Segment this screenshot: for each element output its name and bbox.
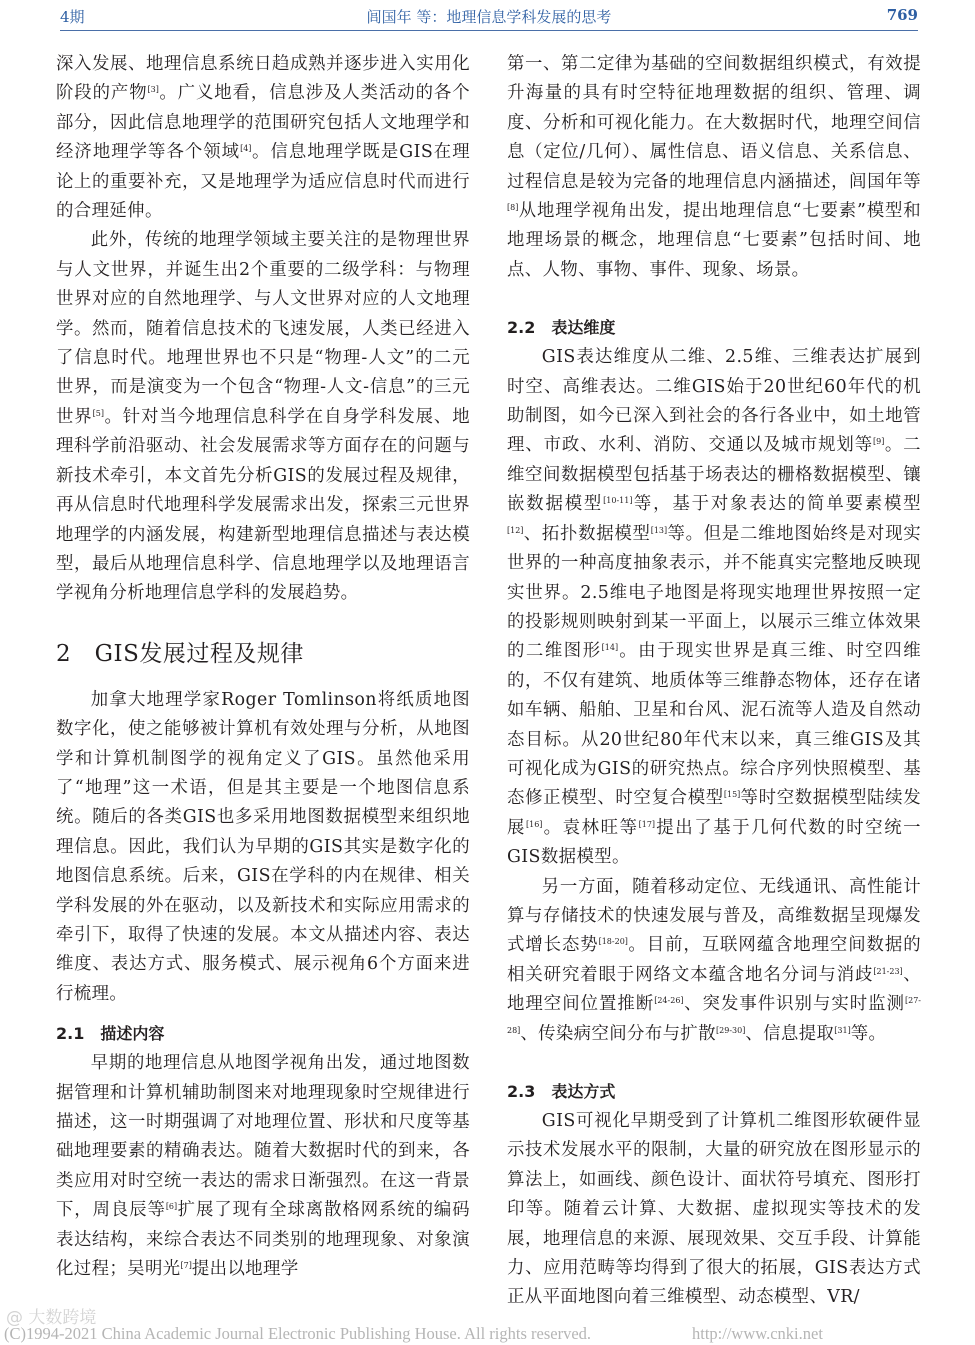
paragraph: 另一方面，随着移动定位、无线通讯、高性能计算与存储技术的快速发展与普及，高维数据呈现爆发式增长态势[18-20]。目前，互联网蕴含地理空间数据的相关研究着眼于网络文本蕴含地名分词与消歧[21-23]、地理空间位置推断[24-26]、突发事件识别与实时监测[27-28]、传染病空间分布与扩散[29-30]、信息提取[31]等。 bbox=[507, 876, 921, 1044]
citation[interactable]: [14] bbox=[601, 643, 619, 653]
citation[interactable]: [5] bbox=[92, 408, 104, 418]
running-title: 闾国年 等：地理信息学科发展的思考 bbox=[366, 8, 612, 26]
citation[interactable]: [10-11] bbox=[603, 496, 633, 506]
citation[interactable]: [21-23] bbox=[873, 966, 903, 976]
paragraph: 深入发展、地理信息系统日趋成熟并逐步进入实用化阶段的产物[3]。广义地看，信息涉及人类活动的各个部分，因此信息地理学的范围研究包括人文地理学和经济地理学等各个领域[4]。信息地理学既是GIS在理论上的重要补充，又是地理学为适应信息时代而进行的合理延伸。 bbox=[56, 54, 470, 222]
page-number: 769 bbox=[886, 6, 918, 24]
citation[interactable]: [12] bbox=[507, 525, 524, 535]
paragraph: 第一、第二定律为基础的空间数据组织模式，有效提升海量的具有时空特征地理数据的组织、管理、调度、分析和可视化能力。在大数据时代，地理空间信息（定位/几何）、属性信息、语义信息、关系信息、过程信息是较为完备的地理信息内涵描述，闾国年等[8]从地理学视角出发，提出地理信息“七要素”模型和地理场景的概念，地理信息“七要素”包括时间、地点、人物、事物、事件、现象、场景。 bbox=[507, 54, 921, 280]
citation[interactable]: [13] bbox=[650, 525, 668, 535]
paragraph: GIS表达维度从二维、2.5维、三维表达扩展到时空、高维表达。二维GIS始于20世纪60年代的机助制图，如今已深入到社会的各行各业中，如土地管理、市政、水利、消防、交通以及城市规划等[9]。二维空间数据模型包括基于场表达的栅格数据模型、镶嵌数据模型[10-11]等，基于对象表达的简单要素模型[12]、拓扑数据模型[13]等。但是二维地图始终是对现实世界的一种高度抽象表示，并不能真实完整地反映现实世界。2.5维电子地图是将现实地理世界按照一定的投影规则映射到某一平面上，以展示三维立体效果的二维图形[14]。由于现实世界是真三维、时空四维的，不仅有建筑、地质体等三维静态物体，还存在诸如车辆、船舶、卫星和台风、泥石流等人造及自然动态目标。从20世纪80年代末以来，真三维GIS及其可视化成为GIS的研究热点。综合序列快照模型、基态修正模型、时空复合模型[15]等时空数据模型陆续发展[16]。袁林旺等[17]提出了基于几何代数的时空统一GIS数据模型。 bbox=[507, 347, 921, 868]
citation[interactable]: [9] bbox=[873, 437, 885, 447]
subsection-heading: 2.3 表达方式 bbox=[507, 1082, 616, 1101]
copyright-notice: (C)1994-2021 China Academic Journal Electronic Publishing House. All rights reserved. bbox=[4, 1324, 592, 1343]
citation[interactable]: [27-28] bbox=[507, 996, 921, 1035]
citation[interactable]: [15] bbox=[723, 790, 741, 800]
citation[interactable]: [18-20] bbox=[598, 937, 628, 947]
footer bbox=[0, 1322, 975, 1345]
paragraph: 加拿大地理学家Roger Tomlinson将纸质地图数字化，使之能够被计算机有效处理与分析，从地图学和计算机制图学的视角定义了GIS。虽然他采用了“地理”这一术语，但是其主要是一个地图信息系统。随后的各类GIS也多采用地图数据模型来组织地理信息。因此，我们认为早期的GIS其实是数字化的地图信息系统。后来，GIS在学科的内在规律、相关学科发展的外在驱动，以及新技术和实际应用需求的牵引下，取得了快速的发展。本文从描述内容、表达维度、表达方式、服务模式、展示视角6个方面来进行梳理。 bbox=[56, 689, 470, 1004]
citation[interactable]: [17] bbox=[638, 819, 656, 829]
paragraph: 早期的地理信息从地图学视角出发，通过地图数据管理和计算机辅助制图来对地理现象时空规律进行描述，这一时期强调了对地理位置、形状和尺度等基础地理要素的精确表达。随着大数据时代的到来，各类应用对时空统一表达的需求日渐强烈。在这一背景下，周良辰等[6]扩展了现有全球离散格网系统的编码表达结构，来综合表达不同类别的地理现象、对象演化过程；吴明光[7]提出以地理学 bbox=[56, 1053, 470, 1280]
citation[interactable]: [8] bbox=[507, 203, 519, 213]
paragraph: GIS可视化早期受到了计算机二维图形软硬件显示技术发展水平的限制，大量的研究放在图形显示的算法上，如画线、颜色设计、面状符号填充、图形打印等。随着云计算、大数据、虚拟现实等技术的发展，地理信息的来源、展现效果、交互手段、计算能力、应用范畴等均得到了很大的拓展，GIS表达方式正从平面地图向着三维模型、动态模型、VR/ bbox=[507, 1111, 921, 1308]
right-column bbox=[507, 50, 921, 1313]
citation[interactable]: [6] bbox=[165, 1202, 178, 1212]
running-header bbox=[60, 0, 918, 31]
citation[interactable]: [24-26] bbox=[654, 996, 684, 1006]
citation[interactable]: [31] bbox=[834, 1025, 851, 1035]
citation[interactable]: [4] bbox=[240, 144, 252, 154]
watermark: @ 大数跨境 bbox=[6, 1308, 97, 1328]
section-heading: 2 GIS发展过程及规律 bbox=[56, 640, 304, 667]
citation[interactable]: [7] bbox=[180, 1261, 192, 1271]
paragraph: 此外，传统的地理学领域主要关注的是物理世界与人文世界，并诞生出2个重要的二级学科：与物理世界对应的自然地理学、与人文世界对应的人文地理学。然而，随着信息技术的飞速发展，人类已经进入了信息时代。地理世界也不只是“物理-人文”的二元世界，而是演变为一个包含“物理-人文-信息”的三元世界[5]。针对当今地理信息科学在自身学科发展、地理科学前沿驱动、社会发展需求等方面存在的问题与新技术牵引，本文首先分析GIS的发展过程及规律，再从信息时代地理科学发展需求出发，探索三元世界地理学的内涵发展，构建新型地理信息描述与表达模型，最后从地理信息科学、信息地理学以及地理语言学视角分析地理信息学科的发展趋势。 bbox=[56, 230, 470, 604]
issue-number: 4期 bbox=[60, 8, 85, 26]
subsection-heading: 2.1 描述内容 bbox=[56, 1024, 165, 1044]
citation[interactable]: [3] bbox=[147, 85, 159, 95]
left-column bbox=[56, 50, 470, 1284]
citation[interactable]: [16] bbox=[526, 819, 543, 829]
citation[interactable]: [29-30] bbox=[716, 1025, 746, 1035]
subsection-heading: 2.2 表达维度 bbox=[507, 318, 616, 338]
footer-link[interactable]: http://www.cnki.net bbox=[692, 1324, 823, 1343]
